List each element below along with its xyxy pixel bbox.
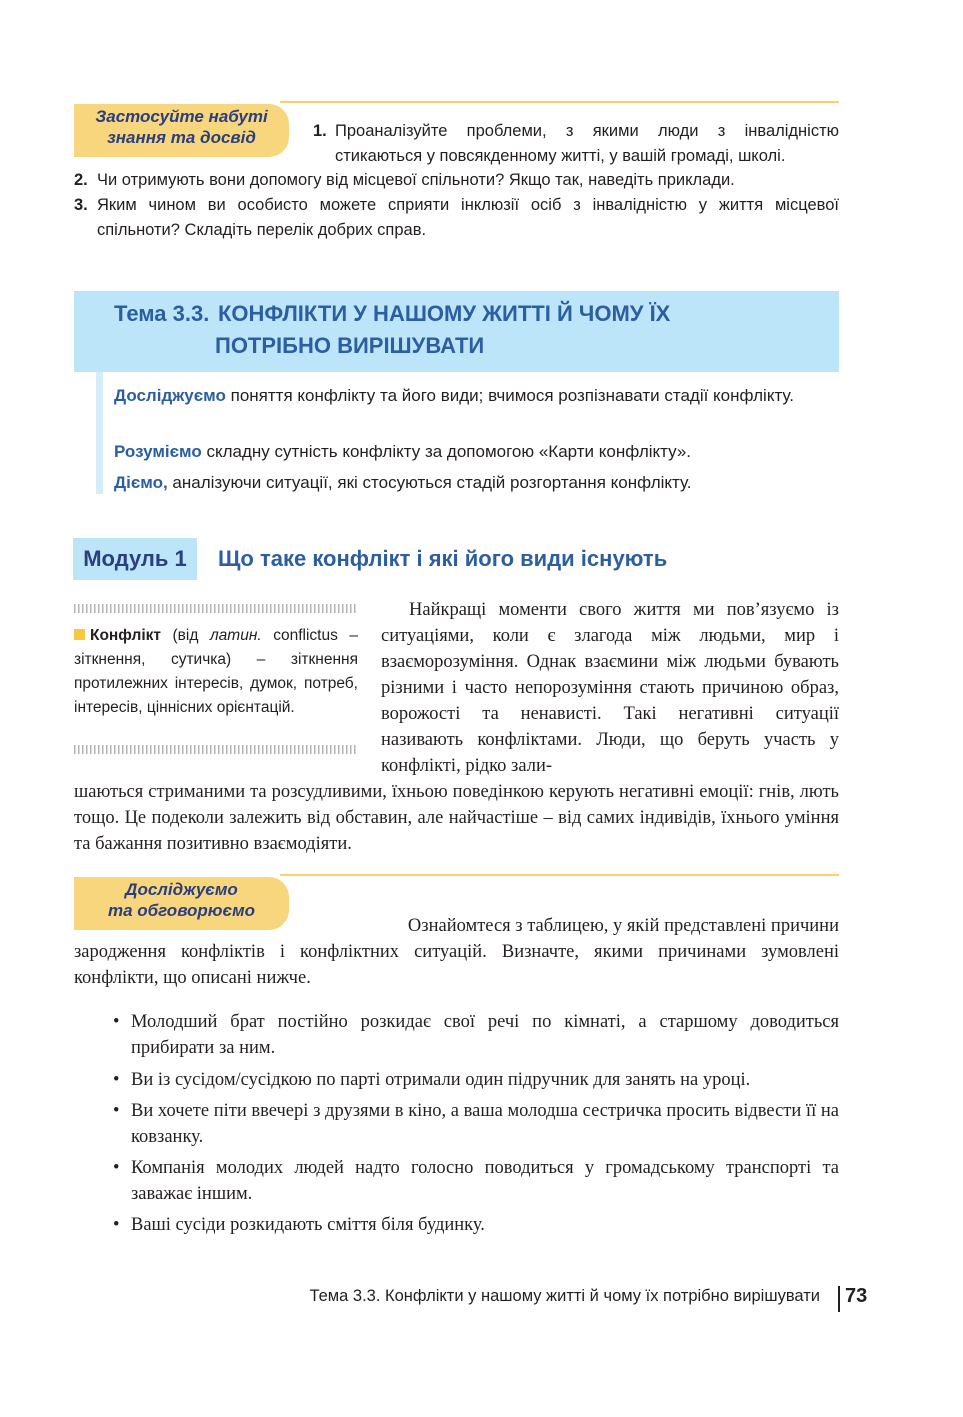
goal-explore <box>114 383 839 408</box>
goal-understand <box>114 439 839 464</box>
task-item-2 <box>74 168 839 193</box>
topic-title-line1: КОНФЛІКТИ У НАШОМУ ЖИТТІ Й ЧОМУ ЇХ <box>218 301 671 326</box>
explore-discuss-label <box>74 877 289 930</box>
bullet-text: Ви із сусідом/сусідкою по парті отримали один підручник для занять на уроці. <box>131 1070 751 1090</box>
bullet-dot-icon: • <box>113 1101 120 1121</box>
goal-keyword: Досліджуємо <box>114 386 226 405</box>
task-number: 3. <box>74 196 88 214</box>
definition-open: (від <box>160 627 210 644</box>
goal-act <box>114 470 839 495</box>
apply-label-line1: Застосуйте набуті <box>95 107 268 126</box>
footer-running-title: Тема 3.3. Конфлікти у нашому житті й чому їх потрібно вирішувати <box>309 1287 820 1305</box>
goal-keyword: Розуміємо <box>114 442 202 461</box>
explore-intro-line1: Ознайомтеся з таблицею, у якій представлені причини <box>407 916 839 936</box>
task-number: 1. <box>313 122 327 140</box>
definition-top-hatch <box>74 604 358 613</box>
apply-knowledge-label <box>74 104 289 157</box>
bullet-item-1 <box>113 1009 839 1061</box>
task-text: Проаналізуйте проблеми, з якими люди з інвалідністю стикаються у повсякденному житті, у вашій громаді, школі. <box>335 122 839 165</box>
goal-text: поняття конфлікту та його види; вчимося розпізнавати стадії конфлікту. <box>225 386 794 405</box>
bullet-text: Ви хочете піти ввечері з друзями в кіно, а ваша молодша сестричка просить відвести її на ковзанку. <box>131 1101 839 1147</box>
apply-divider-line <box>280 101 839 103</box>
page-footer <box>0 1284 963 1314</box>
goal-keyword: Діємо, <box>114 473 168 492</box>
bullet-dot-icon: • <box>113 1012 120 1032</box>
bullet-text: Ваші сусіди розкидають сміття біля будинку. <box>131 1215 485 1235</box>
module-title: Що таке конфлікт і які його види існують <box>218 546 668 571</box>
task-text: Чи отримують вони допомогу від місцевої спільноти? Якщо так, наведіть приклади. <box>97 171 735 189</box>
definition-term: Конфлікт <box>90 627 161 644</box>
definition-box <box>74 624 358 720</box>
bullet-item-5 <box>113 1212 839 1238</box>
task-item-3 <box>74 193 839 243</box>
task-item-1 <box>313 119 839 169</box>
topic-title-line2: ПОТРІБНО ВИРІШУВАТИ <box>215 333 485 358</box>
goal-text: аналізуючи ситуації, які стосуються стадій розгортання конфлікту. <box>167 473 692 492</box>
topic-number: Тема 3.3. <box>114 301 210 326</box>
explore-divider-line <box>280 874 839 876</box>
task-text: Яким чином ви особисто можете сприяти інклюзії осіб з інвалідністю у життя місцевої спільноти? Складіть перелік добрих справ. <box>97 196 839 239</box>
definition-bottom-hatch <box>74 745 358 754</box>
bullet-text: Молодший брат постійно розкидає свої речі по кімнаті, а старшому доводиться прибирати за ним. <box>131 1012 839 1058</box>
definition-rest: conflictus – зіткнення, сутичка) – зіткнення протилежних інтересів, думок, потреб, інтересів, ціннісних орієнтацій. <box>74 627 358 716</box>
bullet-item-3 <box>113 1098 839 1150</box>
page-number: 73 <box>845 1285 868 1307</box>
bullet-dot-icon: • <box>113 1215 120 1235</box>
main-paragraph-part1: Найкращі моменти свого життя ми пов’язуємо із ситуаціями, коли є злагода між людьми, мир і взаєморозуміння. Однак взаємини між людьми бувають різними і часто непорозуміння стають причиною образ, ворожості та ненависті. Такі негативні ситуації називають конфліктами. Люди, що беруть участь у конфлікті, рідко зали- <box>381 600 839 776</box>
bullet-item-2 <box>113 1067 839 1093</box>
explore-intro-rest: зародження конфліктів і конфліктних ситуацій. Визначте, якими причинами зумовлені конфлікти, що описані нижче. <box>74 942 839 988</box>
bullet-item-4 <box>113 1155 839 1207</box>
explore-label-line2: та обговорюємо <box>107 901 256 920</box>
bullet-text: Компанія молодих людей надто голосно поводиться у громадському транспорті та заважає іншим. <box>131 1158 839 1204</box>
definition-lang: латин. <box>209 627 262 644</box>
main-paragraph-part2: шаються стриманими та розсудливими, їхньою поведінкою керують негативні емоції: гнів, лють тощо. Це подеколи залежить від обставин, але найчастіше – від самих індивідів, їхнього уміння та бажання позитивно взаємодіяти. <box>74 782 839 854</box>
footer-separator <box>838 1286 840 1312</box>
bullet-dot-icon: • <box>113 1158 120 1178</box>
bullet-dot-icon: • <box>113 1070 120 1090</box>
topic-goals-side-bar <box>96 372 103 494</box>
square-bullet-icon <box>74 629 85 640</box>
apply-label-line2: знання та досвід <box>107 128 256 147</box>
goal-text: складну сутність конфлікту за допомогою «Карти конфлікту». <box>201 442 692 461</box>
task-number: 2. <box>74 171 88 189</box>
module-label: Модуль 1 <box>73 538 197 580</box>
explore-label-line1: Досліджуємо <box>125 880 238 899</box>
